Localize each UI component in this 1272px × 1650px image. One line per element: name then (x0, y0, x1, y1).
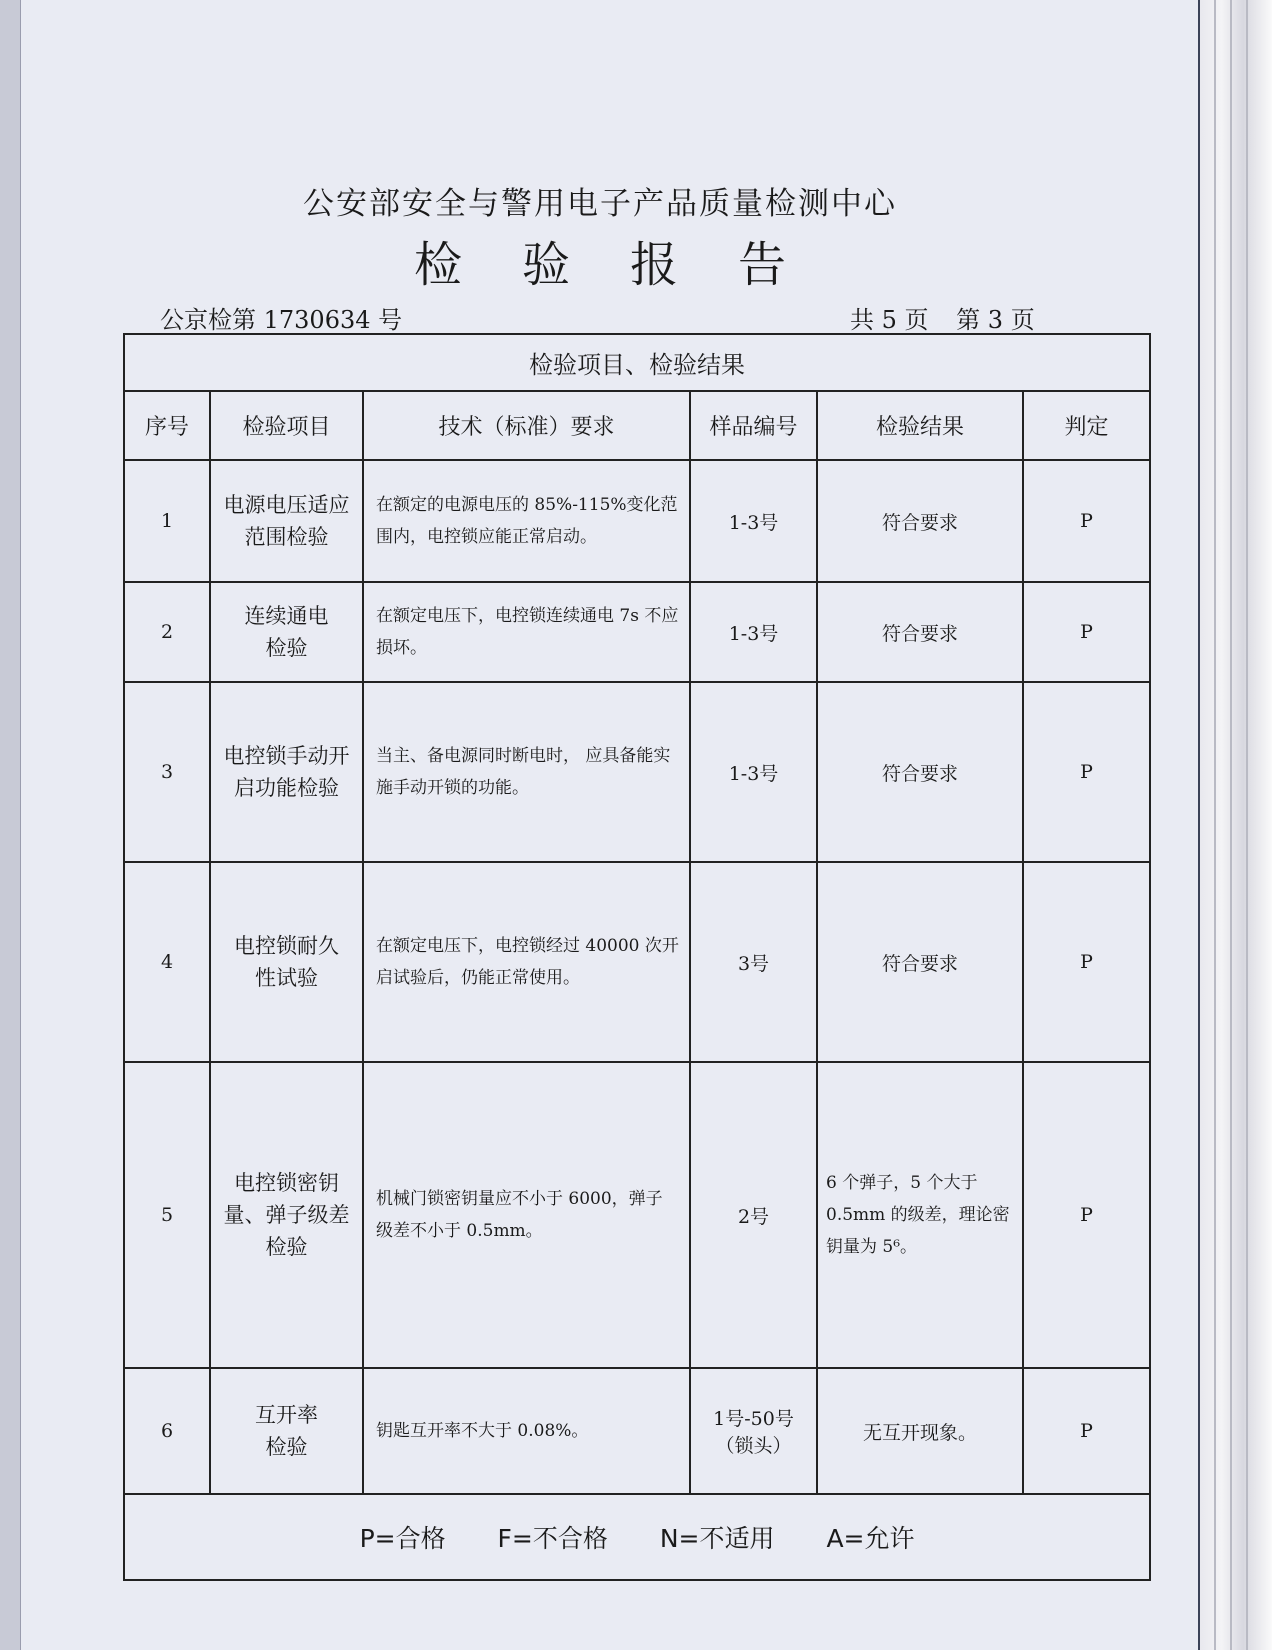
row-requirement: 在额定电压下，电控锁经过 40000 次开启试验后，仍能正常使用。 (363, 862, 690, 1062)
legend-allowed: A=允许 (826, 1524, 915, 1553)
legend-pass: P=合格 (359, 1524, 446, 1553)
row-verdict: P (1023, 682, 1150, 862)
row-item: 电控锁手动开 启功能检验 (210, 682, 363, 862)
table-header-row (124, 391, 1150, 460)
row-no: 1 (124, 460, 210, 582)
legend-not-applicable: N=不适用 (659, 1524, 775, 1553)
row-verdict: P (1023, 1368, 1150, 1494)
current-page: 第 3 页 (956, 306, 1035, 334)
row-no: 6 (124, 1368, 210, 1494)
title-char: 告 (738, 237, 787, 293)
page-indicator (850, 300, 1055, 335)
row-result: 符合要求 (817, 862, 1023, 1062)
header-sample: 样品编号 (690, 391, 817, 460)
row-verdict: P (1023, 460, 1150, 582)
report-number: 公京检第 1730634 号 (160, 306, 403, 334)
row-no: 5 (124, 1062, 210, 1368)
header-requirement: 技术（标准）要求 (363, 391, 690, 460)
title-char: 验 (521, 237, 570, 293)
organization-name: 公安部安全与警用电子产品质量检测中心 (303, 186, 897, 222)
row-requirement: 在额定的电源电压的 85%-115%变化范围内，电控锁应能正常启动。 (363, 460, 690, 582)
verdict-legend (124, 1494, 1150, 1580)
total-pages: 共 5 页 (850, 306, 929, 334)
table-row (124, 582, 1150, 682)
table-row (124, 460, 1150, 582)
table-caption: 检验项目、检验结果 (124, 334, 1150, 391)
table-row (124, 1368, 1150, 1494)
table-row (124, 682, 1150, 862)
row-requirement: 在额定电压下，电控锁连续通电 7s 不应损坏。 (363, 582, 690, 682)
table-row (124, 862, 1150, 1062)
row-verdict: P (1023, 862, 1150, 1062)
row-result: 6 个弹子，5 个大于 0.5mm 的级差，理论密钥量为 5⁶。 (817, 1062, 1023, 1368)
row-requirement: 钥匙互开率不大于 0.08%。 (363, 1368, 690, 1494)
report-title (0, 226, 1200, 295)
row-sample: 1-3号 (690, 460, 817, 582)
row-requirement: 当主、备电源同时断电时， 应具备能实施手动开锁的功能。 (363, 682, 690, 862)
row-requirement: 机械门锁密钥量应不小于 6000，弹子级差不小于 0.5mm。 (363, 1062, 690, 1368)
row-verdict: P (1023, 582, 1150, 682)
row-item: 连续通电 检验 (210, 582, 363, 682)
header-result: 检验结果 (817, 391, 1023, 460)
row-item: 电控锁耐久 性试验 (210, 862, 363, 1062)
row-sample: 1-3号 (690, 682, 817, 862)
row-item: 电源电压适应 范围检验 (210, 460, 363, 582)
row-no: 4 (124, 862, 210, 1062)
row-result: 符合要求 (817, 682, 1023, 862)
row-no: 3 (124, 682, 210, 862)
row-sample: 3号 (690, 862, 817, 1062)
row-sample: 1-3号 (690, 582, 817, 682)
title-char: 报 (630, 237, 679, 293)
inspection-results-table (123, 333, 1151, 1581)
row-verdict: P (1023, 1062, 1150, 1368)
table-row (124, 1062, 1150, 1368)
row-sample: 1号-50号 （锁头） (690, 1368, 817, 1494)
row-result: 符合要求 (817, 460, 1023, 582)
row-no: 2 (124, 582, 210, 682)
row-result: 符合要求 (817, 582, 1023, 682)
legend-fail: F=不合格 (497, 1524, 608, 1553)
title-char: 检 (413, 237, 462, 293)
row-sample: 2号 (690, 1062, 817, 1368)
header-no: 序号 (124, 391, 210, 460)
row-result: 无互开现象。 (817, 1368, 1023, 1494)
row-item: 电控锁密钥 量、弹子级差 检验 (210, 1062, 363, 1368)
page-stack-edge (1198, 0, 1272, 1650)
row-item: 互开率 检验 (210, 1368, 363, 1494)
header-item: 检验项目 (210, 391, 363, 460)
header-verdict: 判定 (1023, 391, 1150, 460)
